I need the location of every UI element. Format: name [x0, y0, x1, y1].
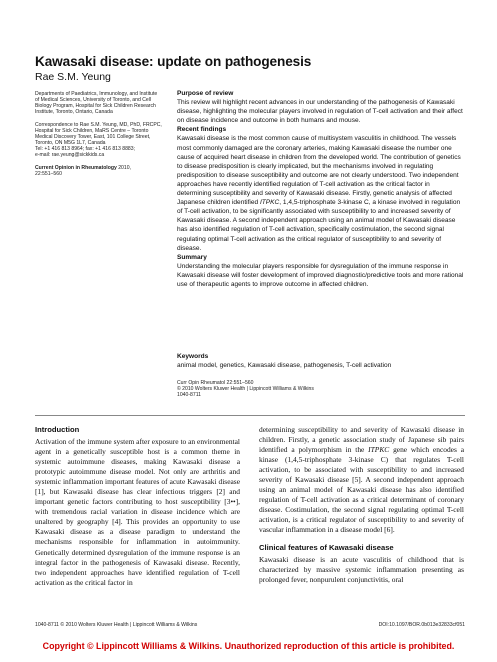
body-column-left — [35, 425, 240, 588]
body-column-right — [259, 425, 464, 585]
summary-heading: Summary — [177, 253, 207, 261]
article-title: Kawasaki disease: update on pathogenesis — [35, 54, 312, 69]
correspondence-block — [35, 122, 173, 159]
citation-line: 1040-8711 — [177, 392, 201, 399]
correspondence-line: Toronto, ON M5G 1L7, Canada — [35, 140, 106, 147]
affiliation-line: Institute, Toronto, Ontario, Canada — [35, 109, 113, 116]
affiliation-line: Departments of Paediatrics, Immunology, and Institute — [35, 91, 158, 97]
citation-line: Curr Opin Rheumatol 22:551–560 — [177, 380, 254, 386]
keywords-heading: Keywords — [177, 353, 209, 360]
correspondence-line: Hospital for Sick Children, MaRS Centre – Toronto — [35, 127, 149, 134]
correspondence-line: Tel: +1 416 813 8964; fax: +1 416 813 8883; — [35, 146, 135, 153]
purpose-heading: Purpose of review — [177, 90, 234, 97]
purpose-text: This review will highlight recent advances in our understanding of the pathogenesis of Kawasaki disease, highlighting the molecular players involved in regulation of T-cell activation and their affect on disease incidence and outcome in both humans and mouse. — [177, 99, 463, 125]
journal-pages: 22:551–560 — [35, 170, 62, 177]
section-divider — [35, 415, 465, 416]
author-info — [35, 91, 173, 177]
keywords-text: animal model, genetics, Kawasaki disease, pathogenesis, T-cell activation — [177, 362, 392, 370]
journal-name: Current Opinion in Rheumatology — [35, 164, 117, 171]
introduction-continued: determining susceptibility to and severity of Kawasaki disease in children. Firstly, a genetic association study of Japanese sib pairs identified a polymorphism in the ITPKC gene which encodes a kinase (1,4,5-triphosphate 3-kinase C) that regulates T-cell activation, to be associated with susceptibility to and increased severity of Kawasaki disease [5]. A second independent approach using an animal model of Kawasaki disease has also identified regulation of T-cell activation as a critical determinant of coronary disease. Costimulation, the second signal regulating optimal T-cell activation, is a critical regulator of susceptibility to and severity of vascular inflammation in a disease model [6]. — [259, 425, 464, 535]
findings-heading: Recent findings — [177, 126, 227, 134]
footer-issn: 1040-8711 © 2010 Wolters Kluwer Health | Lippincott Williams & Wilkins — [35, 622, 198, 628]
affiliation-line: of Medical Sciences, University of Toronto, and Cell — [35, 97, 151, 104]
clinical-features-text: Kawasaki disease is an acute vasculitis of childhood that is characterized by massive systemic inflammation presenting as prolonged fever, nonpurulent conjunctivitis, oral — [259, 554, 464, 584]
journal-reference — [35, 165, 173, 177]
gene-name: ITPKC — [368, 445, 390, 455]
gene-name: ITPKC — [259, 199, 280, 207]
article-author: Rae S.M. Yeung — [35, 71, 111, 83]
correspondence-line: Correspondence to Rae S.M. Yeung, MD, PhD, FRCPC, — [35, 121, 162, 128]
introduction-heading: Introduction — [35, 425, 80, 434]
abstract — [177, 89, 464, 289]
introduction-text: Activation of the immune system after exposure to an environmental agent in a genetically susceptible host is a common theme in systemic autoimmune diseases, making Kawasaki disease a prototypic autoimmune disease model. Not only are arthritis and systemic inflammation important features of acute Kawasaki disease [1], but Kawasaki disease has clear infectious triggers [2] and important genetic factors contributing to host susceptibility [3••], with tremendous racial variation in disease incidence which are unaltered by geography [4]. This provides an opportunity to use Kawasaki disease as a disease paradigm to understand the mechanisms responsible for inflammation in autoimmunity. Genetically determined dysregulation of the immune response is an integral factor in the pathogenesis of Kawasaki disease. Recently, two independent approaches have identified regulation of T-cell activation as the critical factor in — [35, 437, 240, 587]
correspondence-email[interactable]: e-mail: rae.yeung@sickkids.ca — [35, 152, 105, 159]
summary-text: Understanding the molecular players responsible for dysregulation of the immune response in Kawasaki disease will foster development of improved diagnostic/predictive tools and more rational use of therapeutic agents to improve outcome in affected children. — [177, 262, 464, 288]
keywords-block — [177, 352, 464, 370]
clinical-features-heading: Clinical features of Kawasaki disease — [259, 542, 394, 552]
citation-block — [177, 380, 464, 398]
copyright-banner: Copyright © Lippincott Williams & Wilkins. Unauthorized reproduction of this article is prohibited. — [42, 641, 455, 651]
footer-doi[interactable]: DOI:10.1097/BOR.0b013e32833cf051 — [378, 622, 465, 628]
affiliation-block — [35, 91, 173, 116]
citation-line: © 2010 Wolters Kluwer Health | Lippincott Williams & Wilkins — [177, 386, 314, 393]
affiliation-line: Biology Program, Hospital for Sick Children Research — [35, 103, 156, 110]
correspondence-line: Medical Discovery Tower, East, 101 College Street, — [35, 133, 151, 140]
findings-text: Kawasaki disease is the most common cause of multisystem vasculitis in childhood. The vessels most commonly damaged are the coronary arteries, making Kawasaki disease the number one cause of acquired heart disease in children from the developed world. The contribution of genetics to disease predisposition is clearly implicated, but the mechanisms involved in regulating predisposition to disease susceptibility and outcome are not clearly understood. Two independent approaches have recently identified regulation of T-cell activation as the critical factor in determining susceptibility and severity of Kawasaki disease. Firstly, genetic analysis of affected Japanese children identified ITPKC, 1,4,5-triphosphate 3-kinase C, a kinase involved in regulation of T-cell activation, to be significantly associated with susceptibility to and increased severity of Kawasaki disease. A second independent approach using an animal model of Kawasaki disease has also identified regulation of T-cell activation, specifically costimulation, the second signal regulating optimal T-cell activation as the critical regulator of susceptibility to and severity of disease. — [177, 135, 461, 252]
journal-year: 2010, — [116, 164, 131, 171]
